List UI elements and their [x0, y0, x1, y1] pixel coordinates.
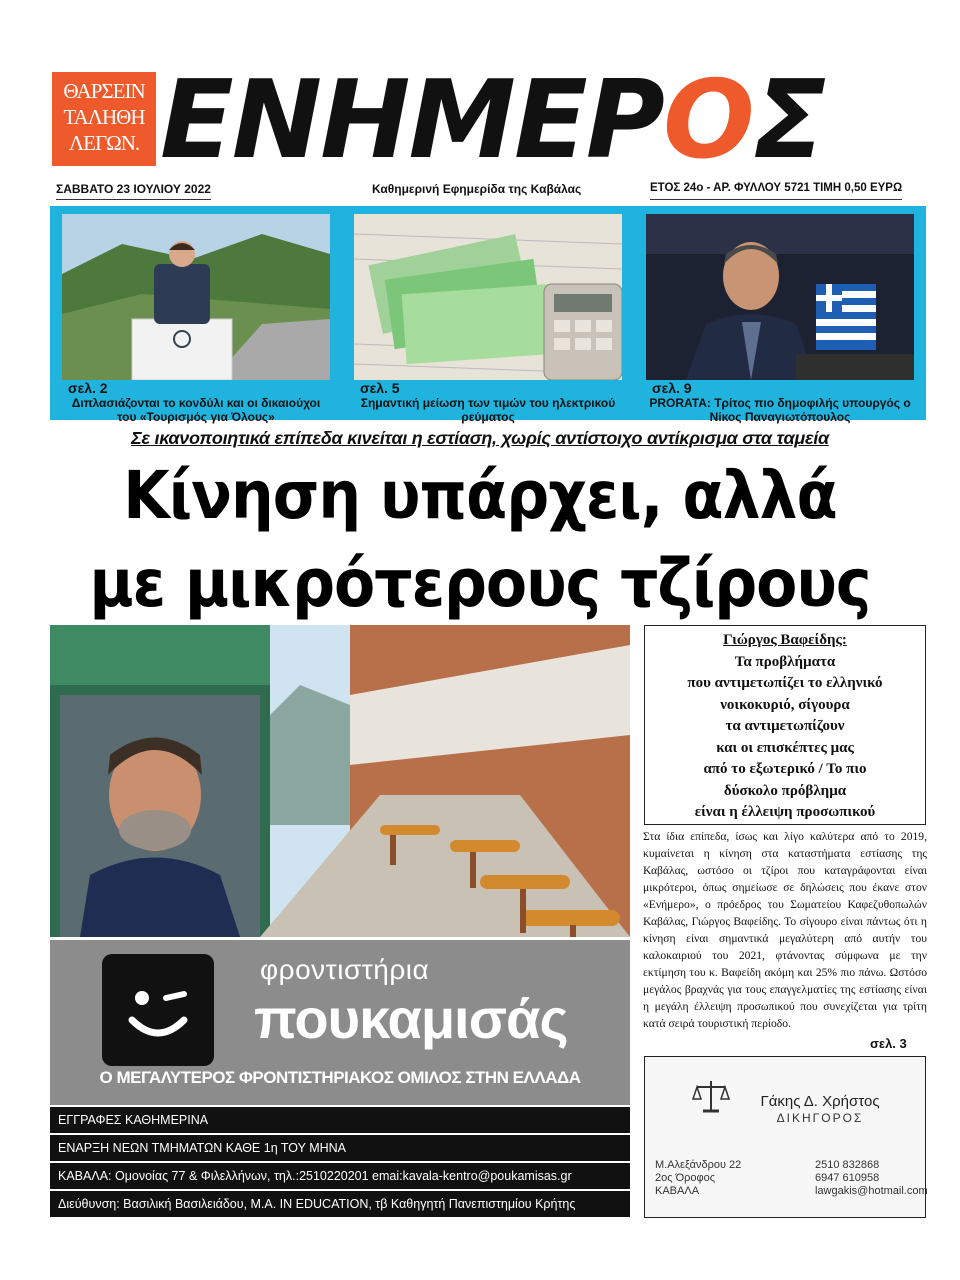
card-contacts [815, 1159, 928, 1198]
story-caption: Σημαντική μείωση των τιμών του ηλεκτρικού ρεύματος [360, 396, 616, 424]
scales-of-justice-icon [691, 1077, 731, 1117]
top-story[interactable] [62, 214, 330, 424]
card-name: Γάκης Δ. Χρήστος [760, 1093, 880, 1110]
logo-accent-letter: Ο [662, 62, 753, 180]
top-story[interactable] [354, 214, 622, 424]
quote-line: από το εξωτερικό / Το πιο [703, 761, 867, 777]
wink-face-icon [102, 954, 214, 1066]
quote-line: νοικοκυριό, σίγουρα [720, 696, 850, 713]
lead-headline [30, 452, 930, 628]
ad-info-row: ΕΝΑΡΞΗ ΝΕΩΝ ΤΜΗΜΑΤΩΝ ΚΑΘΕ 1η ΤΟΥ ΜΗΝΑ [50, 1135, 630, 1161]
issue-date: ΣΑΒΒΑΤΟ 23 ΙΟΥΛΙΟΥ 2022 [56, 182, 211, 200]
quote-box [644, 625, 926, 825]
quote-author: Γιώργος Βαφείδης: [723, 632, 847, 648]
issue-number: ΕΤΟΣ 24ο - ΑΡ. ΦΥΛΛΟΥ 5721 ΤΙΜΗ 0,50 ΕΥΡΩ [650, 182, 902, 200]
lead-kicker: Σε ικανοποιητικά επίπεδα κινείται η εστίαση, χωρίς αντίστοιχο αντίκρισμα στα ταμεία [131, 428, 829, 448]
logo-part: Σ [752, 62, 825, 180]
quote-line: είναι η έλλειψη προσωπικού [694, 804, 876, 820]
quote-line: Τα προβλήματα [734, 653, 836, 670]
euro-banknotes-calculator-photo [354, 214, 622, 380]
top-story[interactable] [646, 214, 914, 424]
cafe-street-photo [50, 625, 630, 937]
card-title: ΔΙΚΗΓΟΡΟΣ [776, 1111, 864, 1125]
newspaper-logo [160, 62, 930, 180]
ad-info-row: Διεύθυνση: Βασιλική Βασιλειάδου, Μ.Α. IN EDUCATION, τβ Καθηγητή Πανεπιστημίου Κρήτης [50, 1191, 630, 1217]
motto-line: ΛΕΓΩΝ. [68, 131, 140, 155]
logo-part: ΕΝΗΜΕΡ [160, 62, 663, 180]
tutoring-advertisement[interactable] [50, 940, 630, 1105]
ad-info-row: ΕΓΓΡΑΦΕΣ ΚΑΘΗΜΕΡΙΝΑ [50, 1107, 630, 1133]
article-page-ref[interactable]: σελ. 3 [870, 1036, 907, 1051]
quote-line: που αντιμετωπίζει το ελληνικό [687, 675, 883, 691]
ad-info-rows [50, 1107, 630, 1219]
quote-line: και οι επισκέπτες μας [716, 739, 854, 756]
quote-line: τα αντιμετωπίζουν [725, 718, 845, 734]
headline-line: με μικρότερους τζίρους [89, 545, 871, 623]
card-address [655, 1159, 741, 1198]
story-caption: PRORATA: Τρίτος πιο δημοφιλής υπουργός ο Νίκος Παναγιωτόπουλος [649, 396, 911, 424]
politician-at-podium-photo [62, 214, 330, 380]
card-phone: 6947 610958 [815, 1172, 880, 1184]
quote-line: δύσκολο πρόβλημα [723, 782, 847, 799]
motto-line: ΤΑΛΗΘΗ [63, 105, 145, 129]
story-caption: Διπλασιάζονται το κονδύλι και οι δικαιούχοι του «Τουρισμός για Όλους» [71, 396, 321, 424]
ad-info-row: ΚΑΒΑΛΑ: Ομονοίας 77 & Φιλελλήνων, τηλ.:2510220201 emai:kavala-kentro@poukamisas.gr [50, 1163, 630, 1189]
masthead-motto [52, 72, 156, 166]
motto-line: ΘΑΡΣΕΙΝ [63, 79, 145, 103]
card-phone: 2510 832868 [815, 1159, 880, 1171]
card-email: lawgakis@hotmail.com [815, 1185, 928, 1197]
article-body: Στα ίδια επίπεδα, ίσως και λίγο καλύτερα από το 2019, κυμαίνεται η κίνηση στα καταστήματα εστίασης της Καβάλας, ωστόσο οι τζίροι που καταγράφονται είναι μικρότεροι, όπως σημείωσε σε δηλώσεις που έκανε στον «Ενήμερο», ο πρόεδρος του Σωματείου Καφεζυθοπωλών Καβάλας, Γιώργος Βαφείδης. Το σίγουρο είναι πάντως ότι η κίνηση είναι σημαντικά μεγαλύτερη από αυτήν του καλοκαιριού του 2021, φτάνοντας σύμφωνα με την εκτίμηση του κ. Βαφείδη ακόμη και 25% πιο πάνω. Ωστόσο μεγάλος βραχνάς για τους επαγγελματίες της εστίασης είναι η μεγάλη έλλειψη προσωπικού που συνεχίζεται για τρίτη κατά σειρά τουριστική περίοδο. [643, 830, 927, 1030]
story-page-ref: σελ. 9 [652, 380, 692, 396]
card-address-line: Μ.Αλεξάνδρου 22 [655, 1159, 742, 1171]
top-stories-band [50, 206, 926, 424]
story-page-ref: σελ. 2 [68, 380, 108, 396]
ad-small-text: φροντιστήρια [260, 954, 430, 985]
minister-greek-flag-photo [646, 214, 914, 380]
newspaper-subtitle: Καθημερινή Εφημερίδα της Καβάλας [372, 182, 582, 196]
lawyer-business-card [644, 1056, 926, 1218]
ad-tagline: Ο ΜΕΓΑΛΥΤΕΡΟΣ ΦΡΟΝΤΙΣΤΗΡΙΑΚΟΣ ΟΜΙΛΟΣ ΣΤΗΝ ΕΛΛΑΔΑ [99, 1068, 581, 1087]
card-address-line: 2ος Όροφος [655, 1172, 716, 1184]
card-address-line: ΚΑΒΑΛΑ [655, 1185, 700, 1197]
story-page-ref: σελ. 5 [360, 380, 400, 396]
headline-line: Κίνηση υπάρχει, αλλά [123, 457, 837, 535]
ad-brand-name: πουκαμισάς [254, 987, 568, 1050]
